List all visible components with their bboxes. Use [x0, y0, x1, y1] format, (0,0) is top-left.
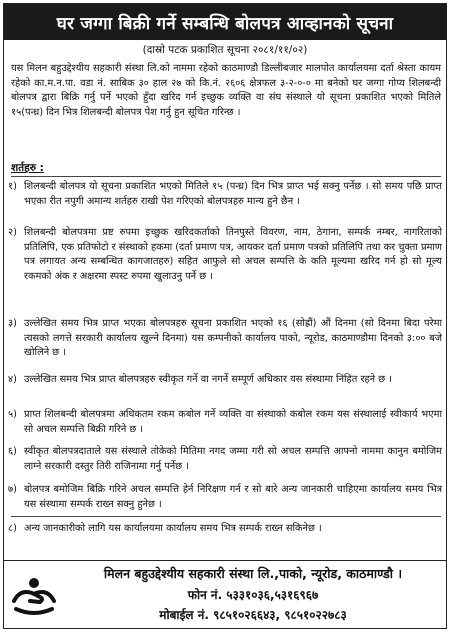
conditions-heading: शर्तहरु : — [11, 162, 44, 174]
footer-phone: फोन नं. ५३३१०३६,५३१६९६७ — [187, 588, 319, 602]
condition-number: ८) — [8, 523, 17, 534]
condition-item — [8, 445, 442, 474]
condition-item — [8, 522, 442, 537]
notice-intro: यस मिलन बहुउद्देश्यीय सहकारी संस्था लि.को नाममा रहेको काठमाण्डौ डिल्लीबजार मालपोत कार्यालयमा दर्ता श्रेस्ता कायम रहेको का.म.न.पा. वडा नं. साबिक ३० हाल २७ को कि.नं. २६०६ क्षेत्रफल ३-२-०-० मा बनेको घर जग्गा गोप्य शिलबन्दी बोलपत्र द्वारा बिक्रि गर्नु पर्ने भएको हुँदा खरिद गर्न इच्छुक व्यक्ति वा संघ संस्थाले यो सूचना प्रकाशित भएको मितिले १५(पन्ध्र) दिन भित्र शिलबन्दी बोलपत्र पेश गर्नु हुन सूचित गरिन्छ । — [11, 63, 441, 118]
footer-org: मिलन बहुउद्देश्यीय सहकारी संस्था लि.,पाको, न्यूरोड, काठमाण्डौ । — [103, 566, 403, 581]
condition-number: ५) — [8, 409, 17, 420]
condition-text: स्वीकृत बोलपत्रदाताले यस संस्थाले तोकेको मितिमा नगद जम्मा गरी सो अचल सम्पत्ति आफ्नो नाममा कानुन बमोजिम लाग्ने सरकारी दस्तुर तिरी राजिनामा गर्नु पर्नेछ । — [24, 446, 442, 472]
notice-title: घर जग्गा बिक्री गर्ने सम्बन्धि बोलपत्र आव्हानको सूचना — [4, 4, 446, 40]
condition-item — [8, 317, 442, 361]
condition-item — [8, 408, 442, 437]
condition-text: बोलपत्र बमोजिम बिक्रि गरिने अचल सम्पत्ति हेर्न निरिक्षण गर्न र सो बारे अन्य जानकारी चाहिएमा कार्यालय समय भित्र यस संस्थामा सम्पर्क राख्न सक्नु हुनेछ । — [24, 484, 442, 510]
condition-text: शिलबन्दी बोलपत्र यो सूचना प्रकाशित भएको मितिले १५ (पन्ध्र) दिन भित्र प्राप्त भई सक्नु पर्नेछ । सो समय पछि प्राप्त भएका रीत नपुगी अमान्य शर्तहरु राखी पेश गरिएको बोलपत्रहरु मान्य हुने छैन । — [24, 181, 442, 207]
cooperative-logo-icon — [10, 571, 58, 619]
footer-mobile: मोबाईल नं. ९८५१०२६६४३, ९८५१०२२७८३ — [159, 608, 347, 622]
condition-number: ३) — [8, 318, 17, 329]
condition-item — [8, 483, 442, 512]
condition-number: २) — [8, 227, 17, 238]
condition-item — [8, 226, 442, 284]
condition-text: अन्य जानकारीको लागि यस कार्यालयमा कार्यालय समय भित्र सम्पर्क राख्न सकिनेछ । — [24, 523, 322, 534]
condition-text: उल्लेखित समय भित्र प्राप्त बोलपत्रहरु स्वीकृत गर्ने वा नगर्ने सम्पूर्ण अधिकार यस संस्थामा निहित रहने छ । — [24, 374, 392, 385]
notice-footer — [4, 560, 446, 629]
condition-number: १) — [8, 181, 17, 192]
condition-number: ६) — [8, 446, 17, 457]
condition-item — [8, 373, 442, 388]
divider — [11, 176, 441, 177]
notice-frame — [3, 3, 447, 629]
condition-item — [8, 180, 442, 209]
condition-number: ४) — [8, 374, 17, 385]
condition-text: प्राप्त शिलबन्दी बोलपत्रमा अधिकतम रकम कबोल गर्ने व्यक्ति वा संस्थाको कबोल रकम यस संस्थालाई स्वीकार्य भएमा सो अचल सम्पत्ति बिक्री गरिने छ । — [24, 409, 442, 435]
condition-text: उल्लेखित समय भित्र प्राप्त भएका बोलपत्रहरु सूचना प्रकाशित भएको १६ (सोह्रौं) औं दिनमा (सो दिनमा बिदा परेमा त्यसको लगत्ते सरकारी कार्यालय खुल्ने दिनमा) यस कम्पनीको कार्यालय पाको, न्यूरोड, काठमाण्डौमा दिनको ३:०० बजे खोलिने छ । — [24, 318, 442, 359]
condition-text: शिलबन्दी बोलपत्रमा प्रष्ट रुपमा इच्छुक खरिदकर्ताको तिनपुस्ते विवरण, नाम, ठेगाना, सम्पर्क नम्बर, नागरिताको प्रतिलिपि, ए‍क प्रतिफोटो र संस्थाको हकमा (दर्ता प्रमाण पत्र, आयकर दर्ता प्रमाण पत्रको प्रतिलिपि तथा कर चुक्ता प्रमाण पत्र लगायत अन्य सम्बन्धित कागजातहरु) सहित आफुले सो अचल सम्पत्ति के कति मूल्यमा खरिद गर्न हो सो मूल्य रकमको अंक र अक्षरमा स्पस्ट रुपमा खुलाउनु पर्ने छ । — [24, 227, 442, 282]
notice-subtitle: (दास्रो पटक प्रकाशित सूचना २०८१/११/०२) — [142, 44, 308, 56]
divider — [11, 516, 441, 517]
condition-number: ७) — [8, 484, 17, 495]
